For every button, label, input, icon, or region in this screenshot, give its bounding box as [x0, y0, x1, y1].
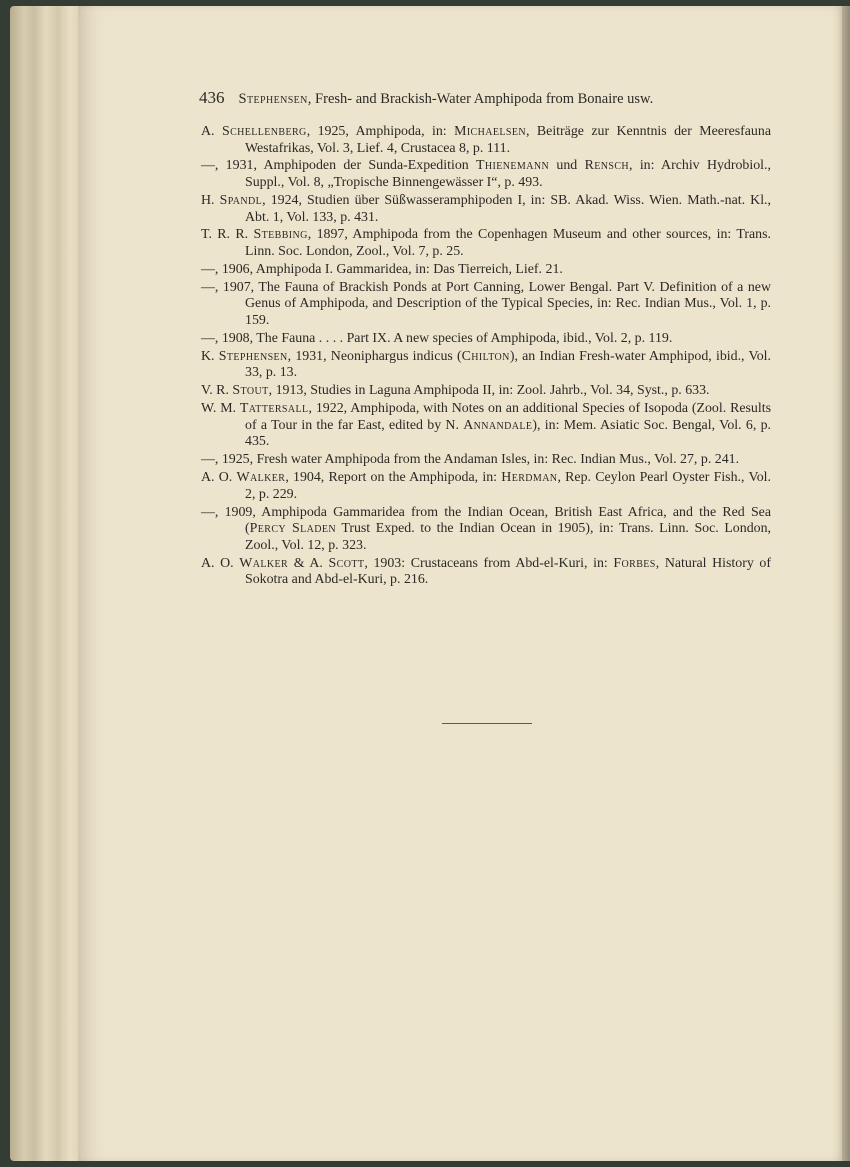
reference-text: , Beiträge zur Kenntnis der Meeresfauna Westafrikas, Vol. 3, Lief. 4, Crustacea 8, p. 111.: [245, 124, 771, 156]
author-name: Schellenberg: [221, 124, 307, 139]
reference-text: , 1925, Amphipoda, in:: [306, 124, 455, 139]
reference-text: A. O.: [201, 470, 237, 486]
reference-text: , 1903: Crustaceans from Abd-el-Kuri, in:: [364, 555, 614, 571]
author-name: Scott: [328, 555, 365, 571]
reference-entry: [201, 331, 771, 348]
author-name: Walker: [239, 555, 289, 571]
reference-entry: [201, 383, 771, 400]
reference-text: —, 1908, The Fauna . . . . Part IX. A new species of Amphipoda, ibid., Vol. 2, p. 119.: [201, 330, 673, 346]
reference-text: ), in: Mem. Asiatic Soc. Bengal, Vol. 6, p. 435.: [245, 417, 771, 450]
author-name: Tattersall: [239, 401, 309, 417]
reference-text: —, 1925, Fresh water Amphipoda from the Andaman Isles, in: Rec. Indian Mus., Vol. 27, p. 241.: [201, 452, 740, 468]
book-cover-edge: [842, 6, 850, 1161]
reference-entry: [201, 193, 771, 226]
page-number: 436: [199, 88, 225, 107]
reference-list: [201, 124, 771, 590]
reference-text: —, 1909, Amphipoda Gammaridea from the Indian Ocean, British East Africa, and the Red Sea (: [201, 504, 771, 537]
reference-text: , Natural History of Sokotra and Abd-el-Kuri, p. 216.: [245, 555, 771, 588]
author-name: Annandale: [463, 417, 533, 433]
author-name: Herdman: [501, 470, 558, 486]
reference-text: —, 1931, Amphipoden der Sunda-Expedition: [201, 158, 477, 174]
author-name: Spandl: [219, 192, 263, 208]
reference-text: , in: Archiv Hydrobiol., Suppl., Vol. 8, „Tropische Binnengewässer I“, p. 493.: [245, 158, 771, 191]
reference-text: —, 1907, The Fauna of Brackish Ponds at Port Canning, Lower Bengal. Part V. Definition of a new Genus of Amphipoda, and Description of the Typical Species, in: Rec. Indian Mus., Vol. 1, p. 159.: [201, 279, 771, 329]
reference-entry: [201, 401, 771, 451]
reference-entry: [201, 262, 771, 279]
reference-text: —, 1906, Amphipoda I. Gammaridea, in: Das Tierreich, Lief. 21.: [201, 261, 563, 277]
author-name: Chilton: [461, 348, 510, 364]
reference-text: T. R. R.: [201, 227, 254, 243]
reference-entry: [201, 280, 771, 330]
reference-text: Trust Exped. to the Indian Ocean in 1905), in: Trans. Linn. Soc. London, Zool., Vol. 12, p. 323.: [245, 521, 772, 553]
running-header: [199, 88, 759, 108]
header-author: Stephensen: [238, 91, 308, 107]
author-name: Michaelsen: [454, 124, 526, 139]
reference-text: ), an Indian Fresh-water Amphipod, ibid., Vol. 33, p. 13.: [245, 348, 771, 381]
reference-entry: [201, 556, 771, 589]
reference-entry: [201, 349, 771, 382]
reference-text: H.: [201, 192, 220, 208]
reference-entry: [201, 158, 771, 191]
reference-entry: [201, 452, 771, 469]
header-title: , Fresh- and Brackish-Water Amphipoda from Bonaire usw.: [307, 91, 654, 107]
reference-text: , 1931, Neoniphargus indicus (: [287, 348, 462, 364]
reference-entry: [201, 505, 771, 555]
reference-entry: [201, 227, 771, 260]
reference-text: V. R.: [201, 383, 233, 399]
end-rule: [442, 723, 532, 724]
author-name: Thienemann: [476, 158, 550, 174]
reference-text: A.: [201, 124, 222, 139]
author-name: Rensch: [584, 158, 630, 174]
reference-text: , 1913, Studies in Laguna Amphipoda II, in: Zool. Jahrb., Vol. 34, Syst., p. 633.: [268, 383, 710, 399]
author-name: Percy Sladen: [249, 521, 337, 537]
author-name: Stephensen: [218, 348, 288, 364]
reference-text: A. O.: [201, 555, 240, 571]
author-name: Stout: [232, 383, 269, 399]
reference-entry: [201, 470, 771, 503]
reference-text: & A.: [288, 555, 329, 571]
reference-text: , Rep. Ceylon Pearl Oyster Fish., Vol. 2, p. 229.: [245, 470, 771, 502]
reference-text: , 1922, Amphipoda, with Notes on an additional Species of Isopoda (Zool. Results of a Tour in the far East, edited by N.: [245, 401, 771, 433]
reference-text: , 1904, Report on the Amphipoda, in:: [285, 470, 502, 486]
author-name: Walker: [236, 470, 286, 486]
reference-text: , 1924, Studien über Süßwasseramphipoden I, in: SB. Akad. Wiss. Wien. Math.-nat. Kl., Abt. 1, Vol. 133, p. 431.: [245, 192, 771, 225]
reference-text: W. M.: [201, 401, 240, 417]
author-name: Forbes: [613, 555, 656, 571]
reference-text: und: [549, 158, 585, 174]
reference-text: K.: [201, 348, 219, 364]
author-name: Stebbing: [253, 227, 308, 243]
reference-entry: [201, 124, 771, 157]
reference-text: , 1897, Amphipoda from the Copenhagen Museum and other sources, in: Trans. Linn. Soc. London, Zool., Vol. 7, p. 25.: [245, 227, 771, 260]
